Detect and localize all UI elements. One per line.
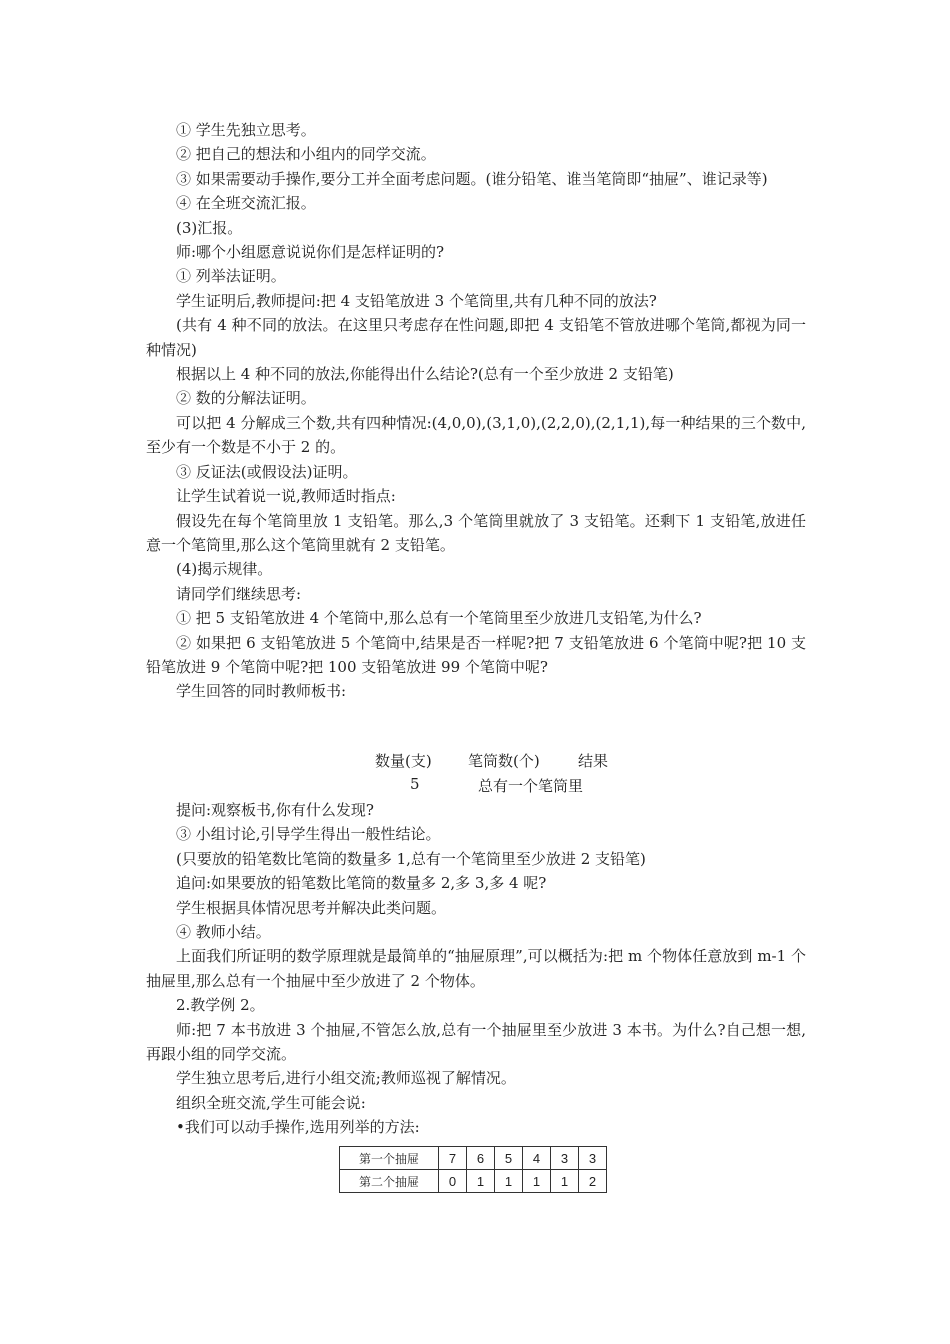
paragraph: ② 如果把 6 支铅笔放进 5 个笔筒中,结果是否一样呢?把 7 支铅笔放进 6 个笔筒中呢?把 10 支铅笔放进 9 个笔筒中呢?把 100 支铅笔放进 99 个笔筒中呢? bbox=[146, 633, 806, 676]
table-cell: 3 bbox=[551, 1147, 579, 1170]
paragraph: ① 学生先独立思考。 bbox=[176, 121, 316, 139]
paragraph: (4)揭示规律。 bbox=[176, 560, 273, 579]
table-cell: 7 bbox=[439, 1147, 467, 1170]
table-row bbox=[340, 1170, 607, 1193]
row-label: 第一个抽屉 bbox=[340, 1147, 439, 1170]
board-row-quantity: 5 bbox=[410, 775, 420, 793]
table-cell: 1 bbox=[551, 1170, 579, 1193]
table-cell: 4 bbox=[523, 1147, 551, 1170]
paragraph: 根据以上 4 种不同的放法,你能得出什么结论?(总有一个至少放进 2 支铅笔) bbox=[176, 365, 674, 384]
paragraph: 2.教学例 2。 bbox=[176, 996, 265, 1015]
paragraph: (3)汇报。 bbox=[176, 218, 243, 237]
drawer-table bbox=[339, 1146, 607, 1193]
paragraph: 学生回答的同时教师板书: bbox=[176, 682, 347, 701]
paragraph: 学生证明后,教师提问:把 4 支铅笔放进 3 个笔筒里,共有几种不同的放法? bbox=[176, 291, 657, 310]
board-col-result: 结果 bbox=[578, 752, 609, 770]
paragraph: 师:哪个小组愿意说说你们是怎样证明的? bbox=[176, 243, 445, 262]
paragraph: ④ 在全班交流汇报。 bbox=[176, 194, 316, 213]
paragraph: 学生独立思考后,进行小组交流;教师巡视了解情况。 bbox=[176, 1069, 516, 1088]
paragraph: 组织全班交流,学生可能会说: bbox=[176, 1093, 366, 1112]
paragraph: •我们可以动手操作,选用列举的方法: bbox=[176, 1118, 420, 1137]
board-row-result: 总有一个笔筒里 bbox=[478, 777, 584, 795]
paragraph: ① 列举法证明。 bbox=[176, 267, 286, 286]
paragraph: 追问:如果要放的铅笔数比笔筒的数量多 2,多 3,多 4 呢? bbox=[176, 874, 547, 893]
paragraph: ② 数的分解法证明。 bbox=[176, 389, 316, 408]
paragraph: 让学生试着说一说,教师适时指点: bbox=[176, 487, 396, 506]
paragraph: 学生根据具体情况思考并解决此类问题。 bbox=[176, 898, 447, 917]
table-cell: 1 bbox=[523, 1170, 551, 1193]
paragraph: ③ 如果需要动手操作,要分工并全面考虑问题。(谁分铅笔、谁当笔筒即“抽屉”、谁记录等) bbox=[176, 169, 768, 188]
paragraph: 假设先在每个笔筒里放 1 支铅笔。那么,3 个笔筒里就放了 3 支铅笔。还剩下 1 支铅笔,放进任意一个笔筒里,那么这个笔筒里就有 2 支铅笔。 bbox=[146, 511, 806, 554]
paragraph: 上面我们所证明的数学原理就是最简单的“抽屉原理”,可以概括为:把 m 个物体任意放到 m-1 个抽屉里,那么总有一个抽屉中至少放进了 2 个物体。 bbox=[146, 947, 806, 990]
paragraph: 请同学们继续思考: bbox=[176, 584, 302, 603]
paragraph: 可以把 4 分解成三个数,共有四种情况:(4,0,0),(3,1,0),(2,2,0),(2,1,1),每一种结果的三个数中,至少有一个数是不小于 2 的。 bbox=[146, 413, 806, 457]
paragraph: ③ 反证法(或假设法)证明。 bbox=[176, 462, 358, 481]
text-block-2 bbox=[146, 798, 806, 1140]
paragraph: ② 把自己的想法和小组内的同学交流。 bbox=[176, 145, 436, 164]
board-col-holders: 笔筒数(个) bbox=[468, 752, 540, 770]
row-label: 第二个抽屉 bbox=[340, 1170, 439, 1193]
document-body-2 bbox=[146, 798, 806, 1140]
paragraph: ③ 小组讨论,引导学生得出一般性结论。 bbox=[176, 825, 441, 844]
table-cell: 0 bbox=[439, 1170, 467, 1193]
paragraph: (共有 4 种不同的放法。在这里只考虑存在性问题,即把 4 支铅笔不管放进哪个笔筒,都视为同一种情况) bbox=[146, 316, 806, 359]
document-body bbox=[146, 118, 806, 704]
paragraph: ① 把 5 支铅笔放进 4 个笔筒中,那么总有一个笔筒里至少放进几支铅笔,为什么? bbox=[176, 609, 702, 628]
text-block-1 bbox=[146, 118, 806, 704]
table-cell: 2 bbox=[579, 1170, 607, 1193]
table-cell: 6 bbox=[467, 1147, 495, 1170]
paragraph: (只要放的铅笔数比笔筒的数量多 1,总有一个笔筒里至少放进 2 支铅笔) bbox=[176, 849, 646, 868]
paragraph: 提问:观察板书,你有什么发现? bbox=[176, 801, 374, 819]
paragraph: 师:把 7 本书放进 3 个抽屉,不管怎么放,总有一个抽屉里至少放进 3 本书。为什么?自己想一想,再跟小组的同学交流。 bbox=[146, 1020, 806, 1064]
table-cell: 1 bbox=[495, 1170, 523, 1193]
table-cell: 1 bbox=[467, 1170, 495, 1193]
paragraph: ④ 教师小结。 bbox=[176, 923, 271, 942]
board-col-quantity: 数量(支) bbox=[375, 752, 432, 770]
table-cell: 3 bbox=[579, 1147, 607, 1170]
table-row bbox=[340, 1147, 607, 1170]
table-cell: 5 bbox=[495, 1147, 523, 1170]
